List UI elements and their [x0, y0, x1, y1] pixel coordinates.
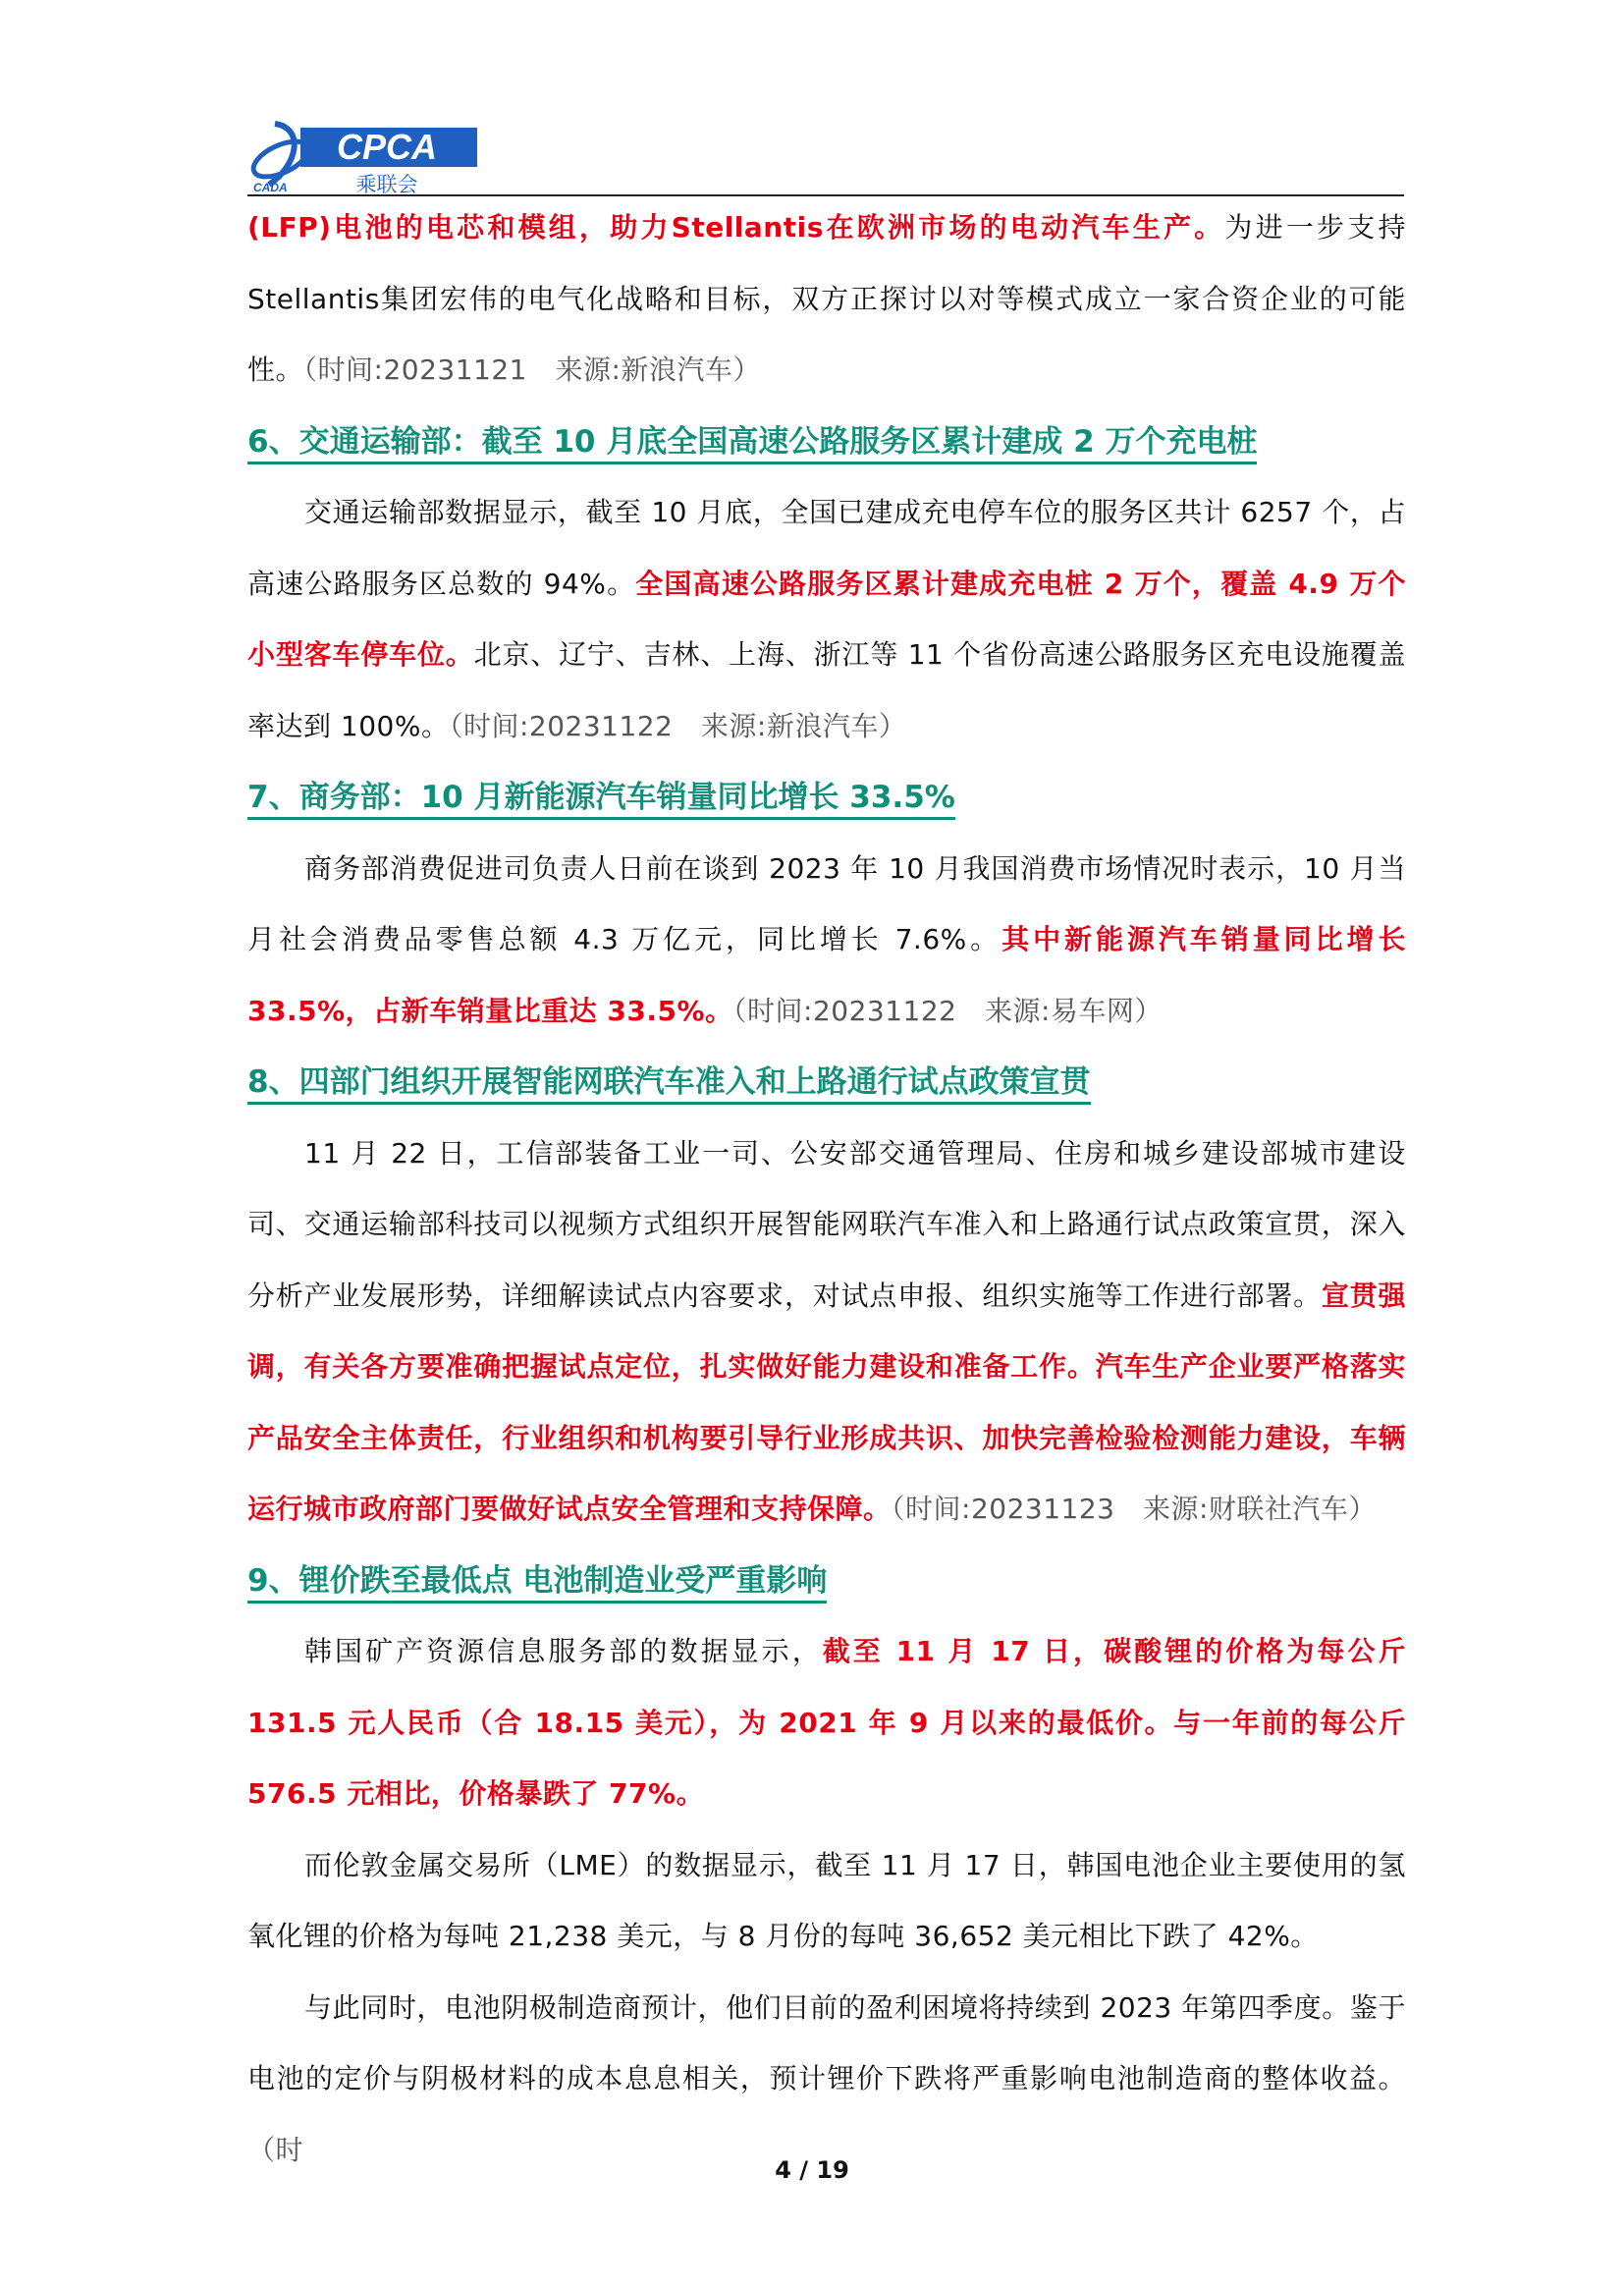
- body-text: 北京、辽宁、吉林、上海、浙江等 11 个省份高速公路服务区充电设施覆盖率达到 100%。: [247, 638, 1406, 742]
- section-heading: [247, 407, 1406, 478]
- highlight-text: 截至 11 月 17 日，碳酸锂的价格为每公斤 131.5 元人民币（合 18.15 美元），为 2021 年 9 月以来的最低价。与一年前的每公斤 576.5 元相比，价格暴跌了 77%。: [247, 1635, 1406, 1810]
- page-number: 4 / 19: [775, 2156, 849, 2184]
- highlight-text: (LFP)电池的电芯和模组，助力Stellantis在欧洲市场的电动汽车生产。: [247, 211, 1225, 244]
- body-text: 商务部消费促进司负责人日前在谈到 2023 年 10 月我国消费市场情况时表示，10 月当月社会消费品零售总额 4.3 万亿元，同比增长 7.6%。: [247, 851, 1406, 955]
- body-text: 韩国矿产资源信息服务部的数据显示，: [304, 1635, 823, 1667]
- heading-text: 9、锂价跌至最低点 电池制造业受严重影响: [247, 1563, 827, 1604]
- paragraph: [247, 834, 1406, 1048]
- source-note: （时间:20231121 来源:新浪汽车）: [303, 354, 761, 386]
- paragraph: [247, 192, 1406, 407]
- paragraph: [247, 1973, 1406, 2187]
- body-text: 与此同时，电池阴极制造商预计，他们目前的盈利困境将持续到 2023 年第四季度。鉴于电池的定价与阴极材料的成本息息相关，预计锂价下跌将严重影响电池制造商的整体收益。: [247, 1990, 1406, 2095]
- paragraph: [247, 477, 1406, 762]
- logo-text: CPCA: [336, 127, 438, 167]
- article-body: [247, 192, 1406, 2186]
- paragraph: [247, 1616, 1406, 1830]
- source-note: （时: [247, 2133, 304, 2166]
- section-heading: [247, 1546, 1406, 1617]
- highlight-text: 其中新能源汽车销量同比增长 33.5%，占新车销量比重达 33.5%。: [247, 923, 1406, 1027]
- logo-small-text: CADA: [253, 181, 288, 194]
- heading-text: 8、四部门组织开展智能网联汽车准入和上路通行试点政策宣贯: [247, 1064, 1091, 1105]
- body-text: 为进一步支持Stellantis集团宏伟的电气化战略和目标，双方正探讨以对等模式成立一家合资企业的可能性。: [247, 211, 1406, 386]
- body-text: 11 月 22 日，工信部装备工业一司、公安部交通管理局、住房和城乡建设部城市建设司、交通运输部科技司以视频方式组织开展智能网联汽车准入和上路通行试点政策宣贯，深入分析产业发展形势，详细解读试点内容要求，对试点申报、组织实施等工作进行部署。: [247, 1136, 1406, 1312]
- source-note: （时间:20231123 来源:财联社汽车）: [891, 1493, 1377, 1525]
- section-heading: [247, 1047, 1406, 1118]
- highlight-text: 全国高速公路服务区累计建成充电桩 2 万个，覆盖 4.9 万个小型客车停车位。: [247, 567, 1406, 671]
- heading-text: 6、交通运输部：截至 10 月底全国高速公路服务区累计建成 2 万个充电桩: [247, 424, 1257, 464]
- section-heading: [247, 762, 1406, 834]
- cpca-logo: [247, 116, 479, 194]
- body-text: 而伦敦金属交易所（LME）的数据显示，截至 11 月 17 日，韩国电池企业主要使用的氢氧化锂的价格为每吨 21,238 美元，与 8 月份的每吨 36,652 美元相比下跌了 42%。: [247, 1848, 1406, 1952]
- paragraph: [247, 1830, 1406, 1973]
- body-text: 交通运输部数据显示，截至 10 月底，全国已建成充电停车位的服务区共计 6257 个，占高速公路服务区总数的 94%。: [247, 496, 1406, 600]
- source-note: （时间:20231122 来源:新浪汽车）: [449, 709, 907, 742]
- paragraph: [247, 1118, 1406, 1546]
- source-note: （时间:20231122 来源:易车网）: [732, 994, 1163, 1027]
- highlight-text: 宣贯强调，有关各方要准确把握试点定位，扎实做好能力建设和准备工作。汽车生产企业要严格落实产品安全主体责任，行业组织和机构要引导行业形成共识、加快完善检验检测能力建设，车辆运行城市政府部门要做好试点安全管理和支持保障。: [247, 1279, 1406, 1525]
- heading-text: 7、商务部：10 月新能源汽车销量同比增长 33.5%: [247, 780, 955, 820]
- logo-subtext: 乘联会: [355, 173, 418, 194]
